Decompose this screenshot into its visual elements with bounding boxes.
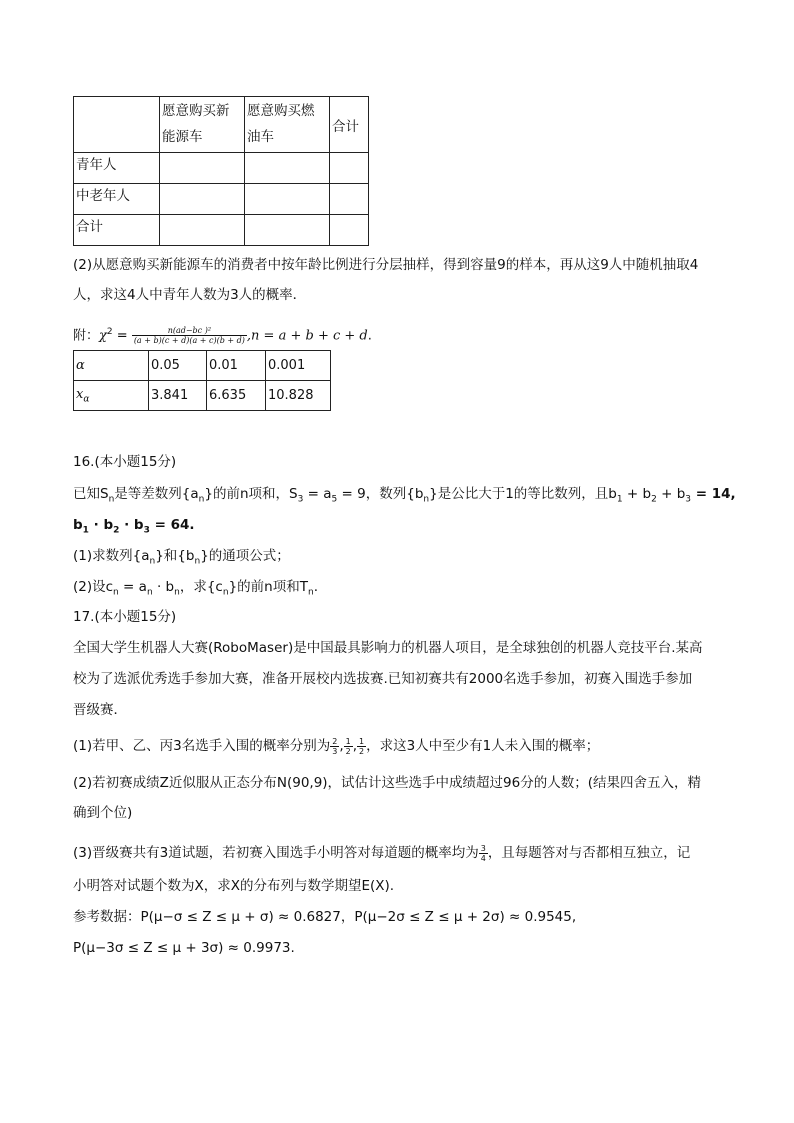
- table-row: [74, 184, 369, 215]
- table-cell: [245, 153, 330, 184]
- prob-fraction-3-4: $\frac{3}{4}$: [480, 843, 486, 863]
- table-cell: [330, 184, 369, 215]
- table-cell: [160, 184, 245, 215]
- table-header-cell: [160, 97, 245, 153]
- appendix-prefix: 附：: [73, 328, 100, 344]
- table-cell: 10.828: [266, 381, 331, 411]
- reference-data-line2: P(μ−3σ ≤ Z ≤ μ + 3σ) ≈ 0.9973.: [73, 940, 295, 956]
- q15-part2-line1: (2)从愿意购买新能源车的消费者中按年龄比例进行分层抽样，得到容量9的样本，再从这9人中随机抽取4: [73, 257, 699, 273]
- table-cell: 中老年人: [74, 184, 160, 215]
- table-cell: [160, 153, 245, 184]
- q17-header: 17.(本小题15分): [73, 609, 177, 625]
- appendix-period: .: [367, 328, 372, 344]
- alpha-label: α: [76, 358, 85, 373]
- table-header-cell: [74, 97, 160, 153]
- x-alpha-label: $x_\alpha$: [76, 386, 90, 405]
- q17-part3-line1: (3)晋级赛共有3道试题，若初赛入围选手小明答对每道题的概率均为 $\frac{3}{4}$ ，且每题答对与否都相互独立，记: [73, 843, 691, 863]
- q17-line3: 晋级赛．: [73, 702, 127, 718]
- q16-header: 16.(本小题15分): [73, 454, 177, 470]
- fraction-numerator: n(ad−bc )²: [132, 326, 247, 336]
- chi-symbol: χ: [99, 328, 107, 344]
- table-header-cell: [245, 97, 330, 153]
- table-cell: 0.05: [149, 351, 207, 381]
- q17-part2-line2: 确到个位): [73, 805, 133, 821]
- table-row: [74, 215, 369, 246]
- chi-square-fraction: [132, 326, 247, 345]
- table-cell: 3.841: [149, 381, 207, 411]
- table-header-cell: 合计: [330, 97, 369, 153]
- table-row: [74, 97, 369, 153]
- q17-line2: 校为了选派优秀选手参加大赛，准备开展校内选拔赛.已知初赛共有2000名选手参加，初赛入围选手参加: [73, 671, 693, 687]
- table-cell: [74, 381, 149, 411]
- fraction-denominator: (a + b)(c + d)(a + c)(b + d): [133, 336, 245, 346]
- table-cell: [160, 215, 245, 246]
- table-cell: 青年人: [74, 153, 160, 184]
- table-cell: 0.01: [207, 351, 266, 381]
- q17-line1: 全国大学生机器人大赛(RoboMaser)是中国最具影响力的机器人项目，是全球独创的机器人竞技平台.某高: [73, 640, 703, 656]
- table-cell: 0.001: [266, 351, 331, 381]
- header-new-energy: 愿意购买新 能源车: [162, 103, 230, 145]
- table-cell: 合计: [74, 215, 160, 246]
- n-definition: ,n = a + b + c + d: [246, 328, 368, 344]
- q16-line1: 已知$S_n$是等差数列$\{a_n\}$的前n项和，$S_3 = a_5 = 9$，数列$\{b_n\}$是公比大于1的等比数列，且$b_1 + b_2 + b_3 = 14$,: [73, 486, 736, 505]
- equals: =: [112, 328, 132, 344]
- table-cell: 6.635: [207, 381, 266, 411]
- contingency-table: [73, 96, 369, 246]
- appendix-formula: [73, 322, 372, 346]
- q16-part1: (1)求数列$\{a_n\}$和$\{b_n\}$的通项公式；: [73, 548, 290, 567]
- table-row: [74, 153, 369, 184]
- table-cell: [245, 215, 330, 246]
- prob-fraction-3: $\frac{1}{2}$: [359, 736, 365, 756]
- table-cell: [330, 215, 369, 246]
- prob-fraction-2: $\frac{1}{2}$: [345, 736, 351, 756]
- q16-line2: $b_1 \cdot b_2 \cdot b_3 = 64$.: [73, 517, 195, 536]
- q15-part2-line2: 人，求这4人中青年人数为3人的概率．: [73, 287, 307, 303]
- header-fuel: 愿意购买燃 油车: [247, 103, 315, 145]
- table-cell: [245, 184, 330, 215]
- table-row: [74, 381, 331, 411]
- q17-part2-line1: (2)若初赛成绩Z近似服从正态分布N(90,9)，试估计这些选手中成绩超过96分的人数；(结果四舍五入，精: [73, 775, 702, 791]
- reference-data-line1: 参考数据：P(μ−σ ≤ Z ≤ μ + σ) ≈ 0.6827，P(μ−2σ ≤ Z ≤ μ + 2σ) ≈ 0.9545,: [73, 909, 577, 925]
- table-row: [74, 351, 331, 381]
- table-cell: [330, 153, 369, 184]
- q16-part2: (2)设$c_n = a_n \cdot b_n$，求$\{c_n\}$的前n项和$T_n$.: [73, 579, 318, 598]
- chi-square-exponent: 2: [106, 327, 113, 337]
- table-cell: [74, 351, 149, 381]
- q17-part3-line2: 小明答对试题个数为X，求X的分布列与数学期望E(X).: [73, 878, 395, 894]
- prob-fraction-1: $\frac{2}{3}$: [332, 736, 338, 756]
- critical-value-table: [73, 350, 331, 411]
- q17-part1: (1)若甲、乙、丙3名选手入围的概率分别为 $\frac{2}{3}$ , $\frac{1}{2}$ , $\frac{1}{2}$ ，求这3人中至少有1人未入围的概率；: [73, 736, 600, 756]
